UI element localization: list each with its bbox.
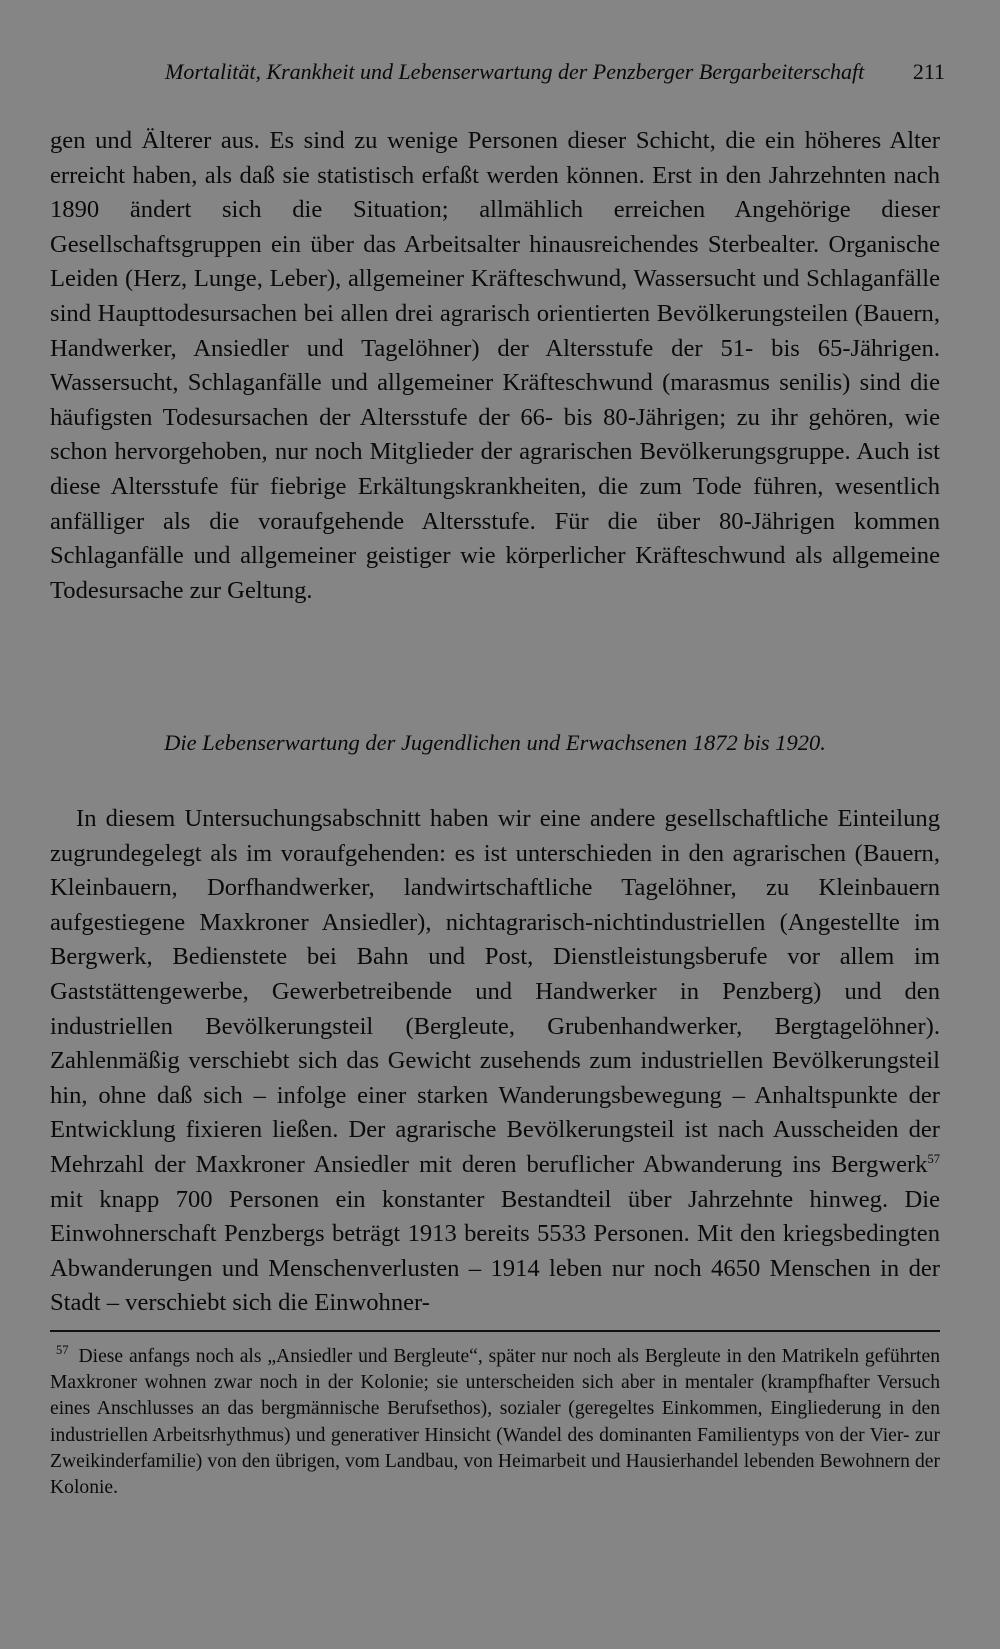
- body-paragraph-1: gen und Älterer aus. Es sind zu wenige Personen dieser Schicht, die ein höheres Alter erreicht haben, als daß sie statistisch erfaßt werden können. Erst in den Jahrzehnten nach 1890 ändert sich die Situation; allmählich erreichen Angehörige dieser Gesellschaftsgruppen ein über das Arbeitsalter hinausreichendes Sterbealter. Organische Leiden (Herz, Lunge, Leber), allgemeiner Kräfteschwund, Wassersucht und Schlaganfälle sind Haupttodesursachen bei allen drei agrarisch orientierten Bevölkerungsteilen (Bauern, Handwerker, Ansiedler und Tagelöhner) der Altersstufe der 51- bis 65-Jährigen. Wassersucht, Schlaganfälle und allgemeiner Kräfteschwund (marasmus senilis) sind die häufigsten Todesursachen der Altersstufe der 66- bis 80-Jährigen; zu ihr gehören, wie schon hervorgehoben, nur noch Mitglieder der agrarischen Bevölkerungsgruppe. Auch ist diese Altersstufe für fiebrige Erkältungskrankheiten, die zum Tode führen, wesentlich anfälliger als die voraufgehende Altersstufe. Für die über 80-Jährigen kommen Schlaganfälle und allgemeiner geistiger wie körperlicher Kräfteschwund als allgemeine Todesursache zur Geltung.: [50, 127, 940, 604]
- footnote-separator: [50, 1330, 940, 1332]
- paragraph-2-text-b: mit knapp 700 Personen ein konstanter Bestandteil über Jahrzehnte hinweg. Die Einwohnerschaft Penzbergs beträgt 1913 bereits 5533 Personen. Mit den kriegsbedingten Abwanderungen und Menschenverlusten – 1914 leben nur noch 4650 Menschen in der Stadt – verschiebt sich die Einwohner-: [50, 1185, 940, 1317]
- paragraph-2-text-a: In diesem Untersuchungsabschnitt haben wir eine andere gesellschaftliche Einteilung zugrundegelegt als im voraufgehenden: es ist unterschieden in den agrarischen (Bauern, Kleinbauern, Dorfhandwerker, landwirtschaftliche Tagelöhner, zu Kleinbauern aufgestiegene Maxkroner Ansiedler), nichtagrarisch-nichtindustriellen (Angestellte im Bergwerk, Bedienstete bei Bahn und Post, Dienstleistungsberufe vor allem im Gaststättengewerbe, Gewerbetreibende und Handwerker in Penzberg) und den industriellen Bevölkerungsteil (Bergleute, Grubenhandwerker, Bergtagelöhner). Zahlenmäßig verschiebt sich das Gewicht zusehends zum industriellen Bevölkerungsteil hin, ohne daß sich – infolge einer starken Wanderungsbewegung – Anhaltspunkte der Entwicklung fixieren ließen. Der agrarische Bevölkerungsteil ist nach Ausscheiden der Mehrzahl der Maxkroner Ansiedler mit deren beruflicher Abwanderung ins Bergwerk: [50, 805, 940, 1178]
- footnote-number: 57: [56, 1343, 69, 1358]
- footnote-text: Diese anfangs noch als „Ansiedler und Bergleute“, später nur noch als Bergleute in den Matrikeln geführten Maxkroner wohnen zwar noch in der Kolonie; sie unterscheiden sich aber in mentaler (krampfhafter Versuch eines Anschlusses an das bergmännische Berufsethos), sozialer (geregeltes Einkommen, Eingliederung in den industriellen Arbeitsrhythmus) und generativer Hinsicht (Wandel des dominanten Familientyps von der Vier- zur Zweikinderfamilie) von den übrigen, vom Landbau, von Heimarbeit und Hausierhandel lebenden Bewohnern der Kolonie.: [50, 1346, 940, 1499]
- footnote-reference: 57: [927, 1151, 940, 1166]
- section-heading: Die Lebenserwartung der Jugendlichen und Erwachsenen 1872 bis 1920.: [164, 730, 826, 755]
- running-head: [50, 52, 945, 92]
- running-head-title: Mortalität, Krankheit und Lebenserwartung der Penzberger Bergarbeiterschaft: [165, 59, 865, 84]
- footnote: [50, 1344, 940, 1501]
- body-paragraph-2: [50, 802, 940, 1321]
- page-number: 211: [912, 59, 945, 84]
